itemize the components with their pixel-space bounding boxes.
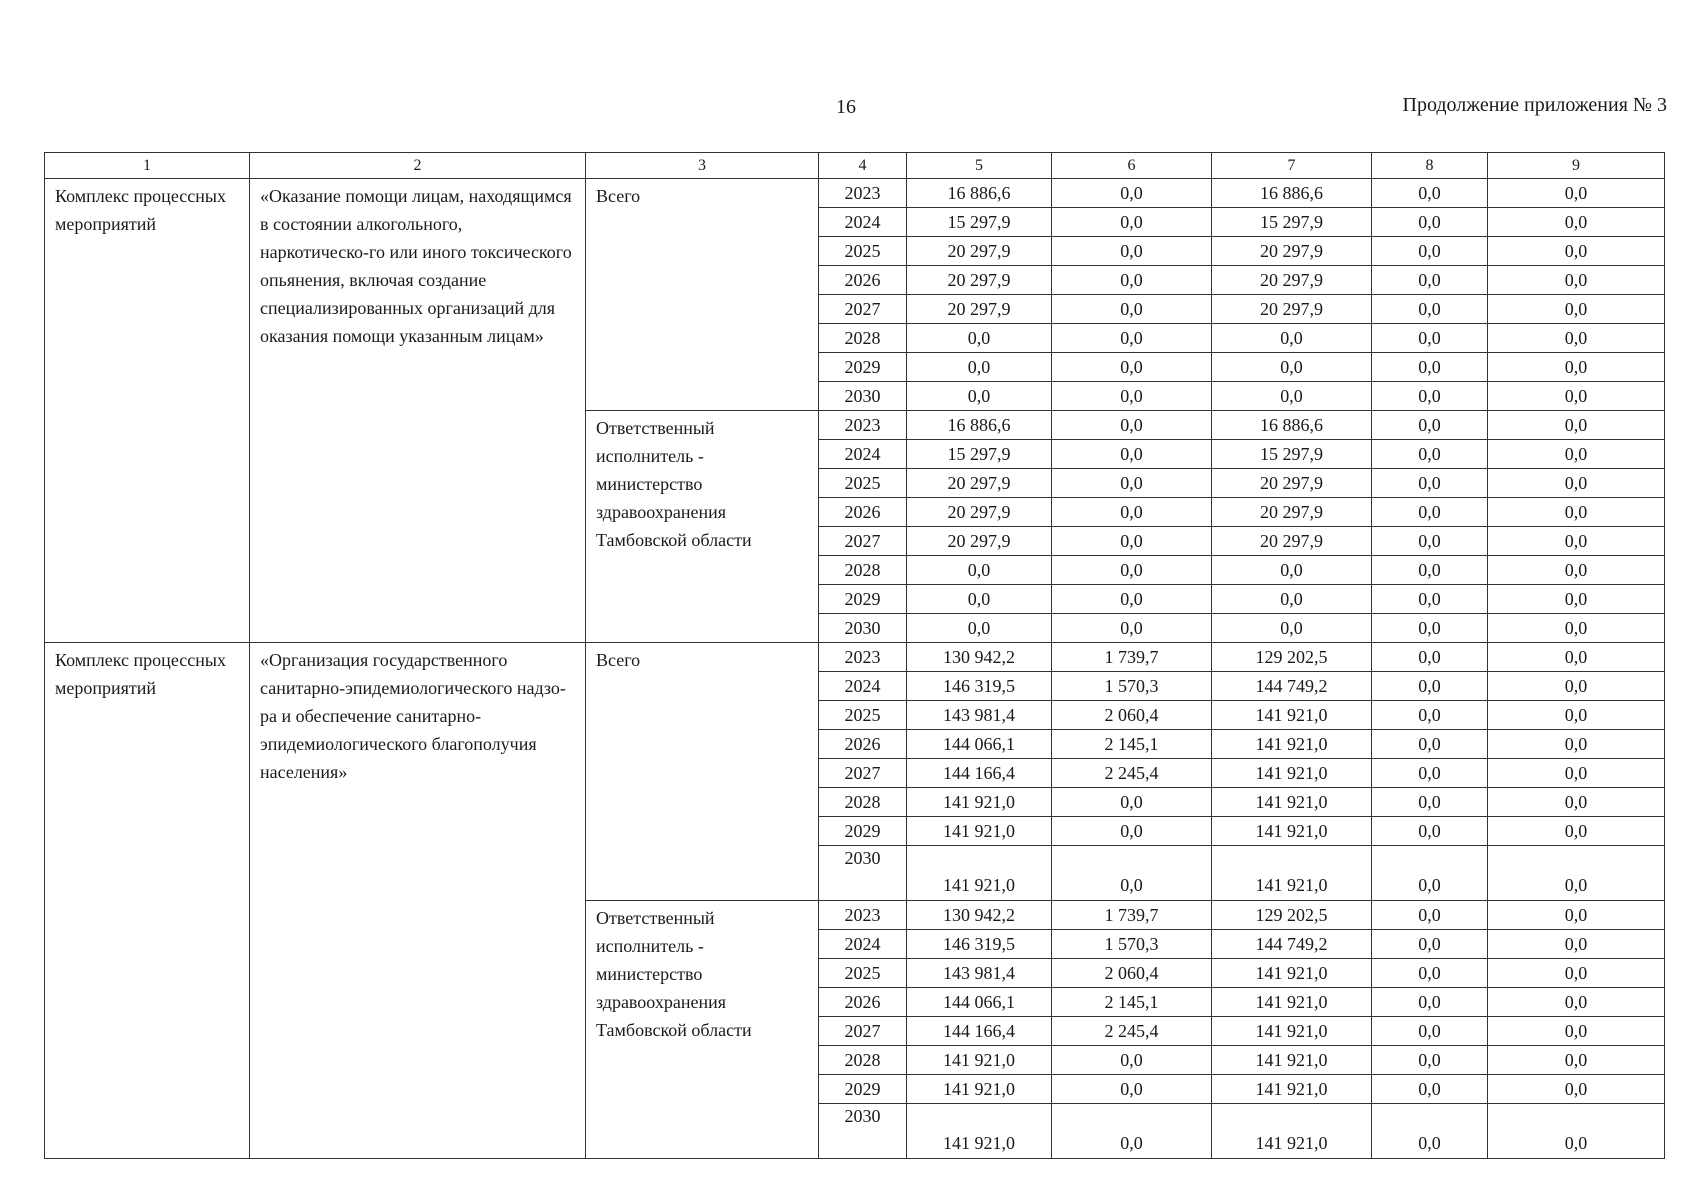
value-cell: 0,0 (1212, 382, 1372, 411)
value-cell: 0,0 (1052, 817, 1212, 846)
value-cell: 1 570,3 (1052, 672, 1212, 701)
value-cell: 0,0 (1488, 643, 1665, 672)
year-cell: 2024 (819, 672, 907, 701)
group-label: Всего (586, 643, 819, 901)
value-cell: 20 297,9 (907, 469, 1052, 498)
group-label: Ответственный исполнитель - министерство здравоохранения Тамбовской области (586, 411, 819, 643)
value-cell: 0,0 (1488, 1075, 1665, 1104)
value-cell: 144 066,1 (907, 988, 1052, 1017)
value-cell: 141 921,0 (1212, 759, 1372, 788)
year-cell: 2027 (819, 1017, 907, 1046)
value-cell: 0,0 (1052, 179, 1212, 208)
value-cell: 0,0 (1488, 237, 1665, 266)
value-cell: 129 202,5 (1212, 643, 1372, 672)
value-cell: 141 921,0 (1212, 1046, 1372, 1075)
value-cell: 0,0 (1488, 988, 1665, 1017)
section-name: «Организация государственного санитарно-эпидемиологического надзо-ра и обеспечение санитарно-эпидемиологического благополучия населения» (250, 643, 586, 1159)
value-cell: 143 981,4 (907, 701, 1052, 730)
value-cell: 0,0 (1372, 672, 1488, 701)
year-cell: 2025 (819, 469, 907, 498)
value-cell: 0,0 (1488, 846, 1665, 901)
value-cell: 0,0 (907, 382, 1052, 411)
year-cell: 2029 (819, 817, 907, 846)
value-cell: 0,0 (1052, 498, 1212, 527)
column-header-5: 5 (907, 153, 1052, 179)
value-cell: 1 570,3 (1052, 930, 1212, 959)
year-cell: 2029 (819, 1075, 907, 1104)
value-cell: 144 749,2 (1212, 930, 1372, 959)
value-cell: 0,0 (1372, 846, 1488, 901)
value-cell: 0,0 (1052, 1046, 1212, 1075)
column-header-1: 1 (45, 153, 250, 179)
year-cell: 2026 (819, 266, 907, 295)
year-cell: 2028 (819, 556, 907, 585)
year-cell: 2026 (819, 988, 907, 1017)
value-cell: 141 921,0 (1212, 817, 1372, 846)
value-cell: 0,0 (1052, 208, 1212, 237)
value-cell: 0,0 (1488, 930, 1665, 959)
value-cell: 0,0 (1372, 788, 1488, 817)
value-cell: 0,0 (1488, 585, 1665, 614)
value-cell: 0,0 (1488, 556, 1665, 585)
value-cell: 0,0 (1212, 556, 1372, 585)
value-cell: 0,0 (1372, 266, 1488, 295)
value-cell: 141 921,0 (1212, 959, 1372, 988)
year-cell: 2030 (819, 614, 907, 643)
year-cell: 2023 (819, 179, 907, 208)
year-cell: 2029 (819, 585, 907, 614)
value-cell: 15 297,9 (907, 208, 1052, 237)
value-cell: 141 921,0 (907, 817, 1052, 846)
value-cell: 0,0 (1488, 817, 1665, 846)
value-cell: 0,0 (1052, 614, 1212, 643)
value-cell: 141 921,0 (907, 846, 1052, 901)
value-cell: 15 297,9 (1212, 208, 1372, 237)
value-cell: 0,0 (1372, 988, 1488, 1017)
value-cell: 20 297,9 (907, 266, 1052, 295)
value-cell: 144 066,1 (907, 730, 1052, 759)
value-cell: 20 297,9 (1212, 527, 1372, 556)
value-cell: 141 921,0 (1212, 1104, 1372, 1159)
value-cell: 0,0 (1372, 1104, 1488, 1159)
value-cell: 0,0 (1052, 1104, 1212, 1159)
year-cell: 2027 (819, 295, 907, 324)
value-cell: 16 886,6 (1212, 179, 1372, 208)
year-cell: 2029 (819, 353, 907, 382)
value-cell: 0,0 (1052, 295, 1212, 324)
value-cell: 0,0 (1052, 324, 1212, 353)
value-cell: 15 297,9 (1212, 440, 1372, 469)
value-cell: 141 921,0 (1212, 988, 1372, 1017)
value-cell: 0,0 (1488, 1017, 1665, 1046)
value-cell: 141 921,0 (1212, 1075, 1372, 1104)
value-cell: 130 942,2 (907, 901, 1052, 930)
value-cell: 20 297,9 (1212, 469, 1372, 498)
value-cell: 0,0 (1488, 469, 1665, 498)
group-label: Всего (586, 179, 819, 411)
value-cell: 0,0 (1488, 295, 1665, 324)
section-type: Комплекс процессных мероприятий (45, 179, 250, 643)
value-cell: 0,0 (1488, 614, 1665, 643)
value-cell: 144 166,4 (907, 759, 1052, 788)
value-cell: 146 319,5 (907, 672, 1052, 701)
value-cell: 0,0 (1488, 411, 1665, 440)
section-name: «Оказание помощи лицам, находящимся в состоянии алкогольного, наркотическо-го или иного токсического опьянения, включая создание специализированных организаций для оказания помощи указанным лицам» (250, 179, 586, 643)
value-cell: 0,0 (1488, 1046, 1665, 1075)
value-cell: 1 739,7 (1052, 643, 1212, 672)
value-cell: 0,0 (1488, 353, 1665, 382)
column-header-3: 3 (586, 153, 819, 179)
value-cell: 0,0 (1488, 440, 1665, 469)
value-cell: 0,0 (1372, 353, 1488, 382)
value-cell: 0,0 (1488, 759, 1665, 788)
value-cell: 0,0 (1052, 411, 1212, 440)
value-cell: 0,0 (1372, 701, 1488, 730)
year-cell: 2024 (819, 930, 907, 959)
value-cell: 0,0 (1052, 266, 1212, 295)
value-cell: 0,0 (1488, 959, 1665, 988)
value-cell: 0,0 (1372, 237, 1488, 266)
value-cell: 20 297,9 (907, 295, 1052, 324)
value-cell: 2 145,1 (1052, 730, 1212, 759)
value-cell: 141 921,0 (1212, 1017, 1372, 1046)
column-header-4: 4 (819, 153, 907, 179)
value-cell: 0,0 (907, 585, 1052, 614)
year-cell: 2028 (819, 1046, 907, 1075)
year-cell: 2027 (819, 527, 907, 556)
value-cell: 20 297,9 (1212, 295, 1372, 324)
value-cell: 0,0 (1372, 730, 1488, 759)
value-cell: 144 166,4 (907, 1017, 1052, 1046)
value-cell: 0,0 (1488, 179, 1665, 208)
value-cell: 0,0 (1052, 527, 1212, 556)
value-cell: 0,0 (1212, 585, 1372, 614)
value-cell: 0,0 (1488, 382, 1665, 411)
value-cell: 0,0 (1372, 585, 1488, 614)
value-cell: 2 245,4 (1052, 1017, 1212, 1046)
budget-table (44, 152, 1665, 1159)
value-cell: 0,0 (1052, 556, 1212, 585)
column-header-2: 2 (250, 153, 586, 179)
value-cell: 0,0 (1052, 237, 1212, 266)
value-cell: 0,0 (1488, 527, 1665, 556)
value-cell: 0,0 (1372, 382, 1488, 411)
value-cell: 20 297,9 (1212, 266, 1372, 295)
year-cell: 2027 (819, 759, 907, 788)
value-cell: 146 319,5 (907, 930, 1052, 959)
value-cell: 2 145,1 (1052, 988, 1212, 1017)
value-cell: 143 981,4 (907, 959, 1052, 988)
column-header-6: 6 (1052, 153, 1212, 179)
year-cell: 2026 (819, 498, 907, 527)
value-cell: 0,0 (1372, 1046, 1488, 1075)
year-cell: 2030 (819, 846, 907, 901)
value-cell: 16 886,6 (907, 179, 1052, 208)
page-number: 16 (836, 96, 856, 118)
value-cell: 20 297,9 (907, 498, 1052, 527)
value-cell: 0,0 (1372, 959, 1488, 988)
value-cell: 1 739,7 (1052, 901, 1212, 930)
year-cell: 2024 (819, 440, 907, 469)
value-cell: 0,0 (1488, 208, 1665, 237)
year-cell: 2025 (819, 959, 907, 988)
year-cell: 2030 (819, 382, 907, 411)
value-cell: 141 921,0 (1212, 701, 1372, 730)
value-cell: 0,0 (907, 556, 1052, 585)
value-cell: 0,0 (1212, 353, 1372, 382)
value-cell: 0,0 (1372, 208, 1488, 237)
value-cell: 0,0 (1372, 527, 1488, 556)
column-header-7: 7 (1212, 153, 1372, 179)
value-cell: 0,0 (907, 324, 1052, 353)
value-cell: 15 297,9 (907, 440, 1052, 469)
year-cell: 2026 (819, 730, 907, 759)
value-cell: 141 921,0 (907, 1075, 1052, 1104)
value-cell: 20 297,9 (907, 237, 1052, 266)
value-cell: 0,0 (1372, 498, 1488, 527)
value-cell: 0,0 (1052, 440, 1212, 469)
value-cell: 2 060,4 (1052, 701, 1212, 730)
value-cell: 0,0 (1488, 266, 1665, 295)
value-cell: 141 921,0 (1212, 846, 1372, 901)
year-cell: 2025 (819, 237, 907, 266)
value-cell: 0,0 (1488, 1104, 1665, 1159)
value-cell: 141 921,0 (907, 1104, 1052, 1159)
section-type: Комплекс процессных мероприятий (45, 643, 250, 1159)
value-cell: 0,0 (1488, 901, 1665, 930)
value-cell: 0,0 (1488, 498, 1665, 527)
value-cell: 0,0 (1488, 672, 1665, 701)
value-cell: 0,0 (1372, 1017, 1488, 1046)
value-cell: 141 921,0 (907, 1046, 1052, 1075)
appendix-note: Продолжение приложения № 3 (1402, 94, 1667, 116)
value-cell: 16 886,6 (907, 411, 1052, 440)
value-cell: 141 921,0 (1212, 730, 1372, 759)
column-number-row (45, 153, 1665, 179)
value-cell: 0,0 (1212, 614, 1372, 643)
column-header-9: 9 (1488, 153, 1665, 179)
value-cell: 144 749,2 (1212, 672, 1372, 701)
value-cell: 0,0 (1372, 759, 1488, 788)
table-row (45, 179, 1665, 208)
year-cell: 2023 (819, 643, 907, 672)
value-cell: 0,0 (1488, 701, 1665, 730)
value-cell: 0,0 (1372, 411, 1488, 440)
value-cell: 0,0 (1488, 788, 1665, 817)
value-cell: 2 060,4 (1052, 959, 1212, 988)
value-cell: 0,0 (1052, 585, 1212, 614)
value-cell: 0,0 (1372, 179, 1488, 208)
value-cell: 0,0 (1372, 295, 1488, 324)
value-cell: 0,0 (1372, 469, 1488, 498)
value-cell: 0,0 (1372, 556, 1488, 585)
value-cell: 0,0 (1372, 614, 1488, 643)
year-cell: 2023 (819, 901, 907, 930)
value-cell: 141 921,0 (907, 788, 1052, 817)
group-label: Ответственный исполнитель - министерство здравоохранения Тамбовской области (586, 901, 819, 1159)
value-cell: 0,0 (1372, 440, 1488, 469)
value-cell: 0,0 (1372, 901, 1488, 930)
year-cell: 2028 (819, 324, 907, 353)
year-cell: 2025 (819, 701, 907, 730)
value-cell: 129 202,5 (1212, 901, 1372, 930)
value-cell: 0,0 (1052, 846, 1212, 901)
value-cell: 0,0 (907, 353, 1052, 382)
value-cell: 0,0 (1372, 1075, 1488, 1104)
value-cell: 0,0 (1052, 382, 1212, 411)
value-cell: 0,0 (1052, 788, 1212, 817)
value-cell: 141 921,0 (1212, 788, 1372, 817)
value-cell: 20 297,9 (1212, 237, 1372, 266)
table-row (45, 643, 1665, 672)
value-cell: 130 942,2 (907, 643, 1052, 672)
value-cell: 0,0 (1372, 643, 1488, 672)
value-cell: 0,0 (1212, 324, 1372, 353)
column-header-8: 8 (1372, 153, 1488, 179)
value-cell: 0,0 (1488, 324, 1665, 353)
value-cell: 2 245,4 (1052, 759, 1212, 788)
value-cell: 0,0 (1488, 730, 1665, 759)
value-cell: 20 297,9 (1212, 498, 1372, 527)
year-cell: 2030 (819, 1104, 907, 1159)
value-cell: 0,0 (1372, 930, 1488, 959)
value-cell: 0,0 (1052, 1075, 1212, 1104)
value-cell: 0,0 (1052, 353, 1212, 382)
value-cell: 0,0 (1052, 469, 1212, 498)
value-cell: 0,0 (907, 614, 1052, 643)
value-cell: 16 886,6 (1212, 411, 1372, 440)
value-cell: 0,0 (1372, 817, 1488, 846)
year-cell: 2023 (819, 411, 907, 440)
year-cell: 2028 (819, 788, 907, 817)
value-cell: 20 297,9 (907, 527, 1052, 556)
value-cell: 0,0 (1372, 324, 1488, 353)
year-cell: 2024 (819, 208, 907, 237)
